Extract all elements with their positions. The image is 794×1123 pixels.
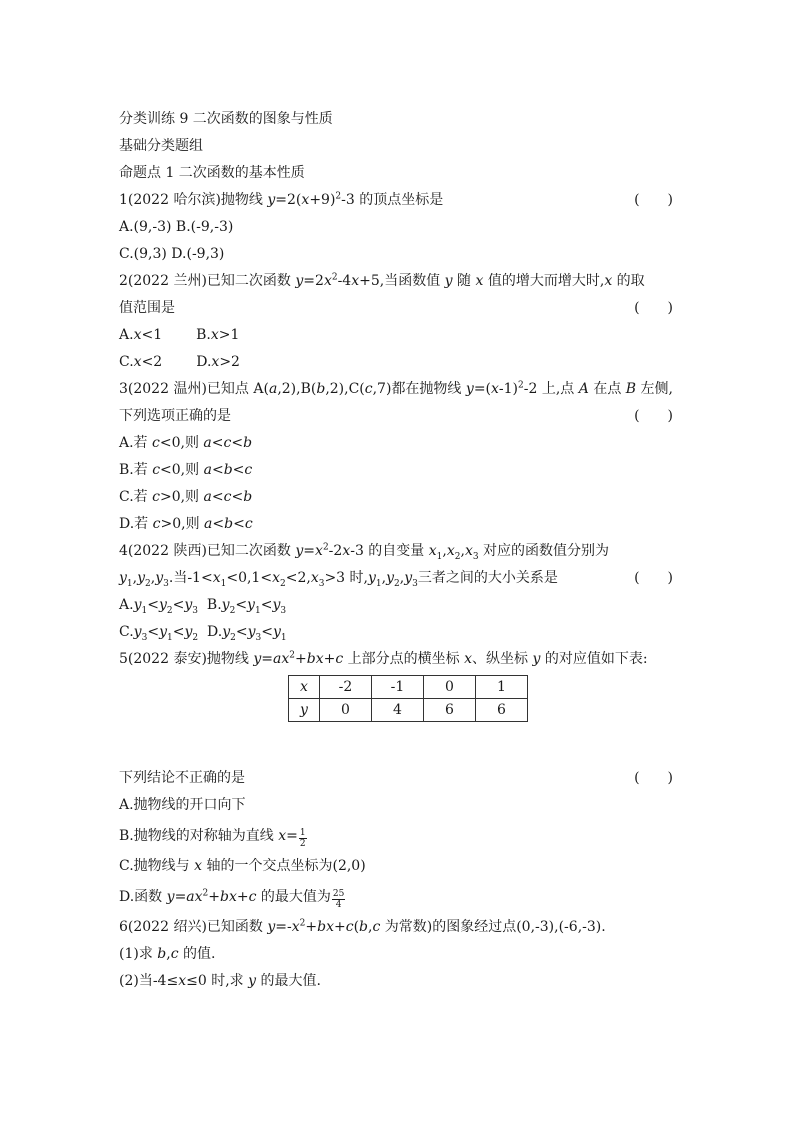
table-cell: 0 (424, 676, 476, 699)
topic-heading: 命题点 1 二次函数的基本性质 (119, 165, 305, 181)
worksheet-title: 分类训练 9 二次函数的图象与性质 (119, 111, 333, 127)
value-table-wrapper (119, 673, 675, 765)
table-header-x: x (289, 676, 320, 699)
question-6-part-2: (2)当-4≤x≤0 时,求 y 的最大值. (119, 973, 321, 989)
question-6-part-1: (1)求 b,c 的值. (119, 946, 216, 962)
question-2-stem-cont: 值范围是 ( ) (119, 295, 675, 322)
question-1-stem: 1(2022 哈尔滨)抛物线 $y=2(x+9)^2-3$ 的顶点坐标是 ( ) (119, 187, 675, 214)
question-5-option-b: B.抛物线的对称轴为直线 x= $\frac{1}{2}$ (119, 828, 306, 849)
question-1-options-cd: C.(9,3) D.(-9,3) (119, 246, 225, 262)
question-3-stem-cont: 下列选项正确的是 ( ) (119, 403, 675, 430)
table-cell: -1 (372, 676, 424, 699)
question-3-option-b: B.若 c<0,则 a<b<c (119, 462, 253, 478)
question-3-option-d: D.若 c>0,则 a<b<c (119, 516, 253, 532)
table-cell: 4 (372, 699, 424, 722)
table-header-y: y (289, 699, 320, 722)
fraction: $\frac{1}{2}$ (299, 828, 306, 849)
question-4-options-cd: $C.y_3<y_1<y_2$ $D.y_2<y_3<y_1$ (119, 624, 287, 643)
question-2-options-ab: A.x<1 B.x>1 (119, 327, 240, 343)
question-5-stem: 5(2022 泰安)抛物线 $y=ax^2+bx+c$ 上部分点的横坐标 x、纵坐标 y 的对应值如下表: (119, 650, 648, 667)
value-table (288, 675, 528, 722)
question-4-options-ab: $A.y_1<y_2<y_3$ $B.y_2<y_1<y_3$ (119, 597, 287, 616)
question-5-option-d: D.函数 $y=ax^2+bx+c$ 的最大值为 $\frac{25}{4}$ (119, 888, 345, 910)
table-cell: 6 (476, 699, 528, 722)
question-3-stem: 3(2022 温州)已知点 A(a,2),B(b,2),C(c,7)都在抛物线 $y=(x-1)^2-2$ 上,点 A 在点 B 左侧, (119, 380, 673, 397)
question-5-option-c: C.抛物线与 x 轴的一个交点坐标为(2,0) (119, 858, 366, 874)
table-row (289, 699, 528, 722)
question-4-stem-cont: $y_1,y_2,y_3$.当$-1<x_1<0,1<x_2<2,x_3>3$ 时$,y_1,y_2,y_3$三者之间的大小关系是 ( ) (119, 565, 675, 592)
question-3-option-c: C.若 c>0,则 a<c<b (119, 489, 253, 505)
table-row (289, 676, 528, 699)
question-6-stem: 6(2022 绍兴)已知函数 $y=-x^2+bx+c(b,c$ 为常数)的图象经过点(0,-3),(-6,-3). (119, 918, 606, 935)
question-4-stem: 4(2022 陕西)已知二次函数 $y=x^2-2x-3$ 的自变量 $x_1,x_2,x_3$ 对应的函数值分别为 (119, 542, 610, 562)
question-5-prompt: 下列结论不正确的是 ( ) (119, 765, 675, 792)
fraction: $\frac{25}{4}$ (332, 889, 345, 910)
question-5-option-a: A.抛物线的开口向下 (119, 797, 246, 813)
answer-bracket: ( ) (634, 770, 673, 786)
answer-bracket: ( ) (634, 192, 673, 208)
worksheet-page (119, 106, 675, 995)
answer-bracket: ( ) (634, 408, 673, 424)
question-1-options-ab: A.(9,-3) B.(-9,-3) (119, 219, 234, 235)
table-cell: -2 (320, 676, 372, 699)
table-cell: 0 (320, 699, 372, 722)
answer-bracket: ( ) (634, 300, 673, 316)
question-2-options-cd: C.x<2 D.x>2 (119, 354, 240, 370)
question-2-stem: 2(2022 兰州)已知二次函数 $y=2x^2-4x+5$,当函数值 y 随 x 值的增大而增大时,x 的取 (119, 272, 645, 289)
question-3-option-a: A.若 c<0,则 a<c<b (119, 435, 253, 451)
table-cell: 6 (424, 699, 476, 722)
answer-bracket: ( ) (634, 570, 673, 586)
section-heading: 基础分类题组 (119, 138, 203, 154)
table-cell: 1 (476, 676, 528, 699)
